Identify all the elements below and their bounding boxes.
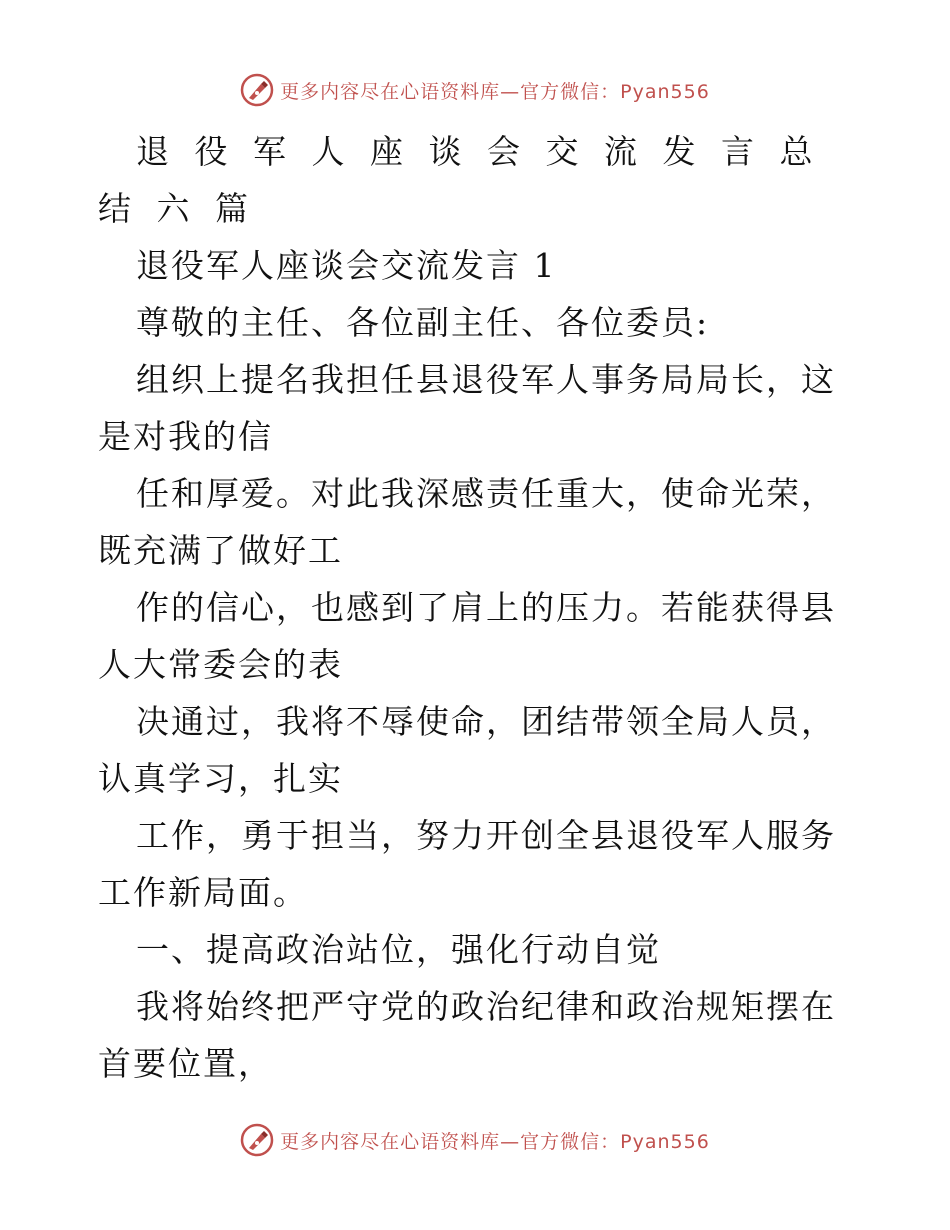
paragraph: 决通过，我将不辱使命，团结带领全局人员，认真学习，扎实	[98, 702, 836, 798]
paragraph: 组织上提名我担任县退役军人事务局局长，这是对我的信	[98, 360, 836, 456]
footer-banner	[0, 1120, 950, 1160]
pen-nib-logo-icon	[240, 73, 274, 107]
pen-nib-logo-icon	[240, 1123, 274, 1157]
paragraph: 作的信心，也感到了肩上的压力。若能获得县人大常委会的表	[98, 588, 836, 684]
document-body	[98, 123, 850, 1092]
paragraph: 尊敬的主任、各位副主任、各位委员:	[136, 303, 710, 342]
paragraph: 任和厚爱。对此我深感责任重大，使命光荣，既充满了做好工	[98, 474, 836, 570]
header-banner	[0, 70, 950, 110]
banner-text: 更多内容尽在心语资料库—官方微信：Pyan556	[280, 80, 710, 103]
section-heading: 一、提高政治站位，强化行动自觉	[136, 930, 661, 969]
paragraph: 退役军人座谈会交流发言 1	[136, 246, 557, 285]
paragraph: 我将始终把严守党的政治纪律和政治规矩摆在首要位置，	[98, 987, 836, 1083]
banner-text: 更多内容尽在心语资料库—官方微信：Pyan556	[280, 1130, 710, 1153]
document-title: 退役军人座谈会交流发言总结六篇	[98, 132, 838, 228]
paragraph: 工作，勇于担当，努力开创全县退役军人服务工作新局面。	[98, 816, 836, 912]
